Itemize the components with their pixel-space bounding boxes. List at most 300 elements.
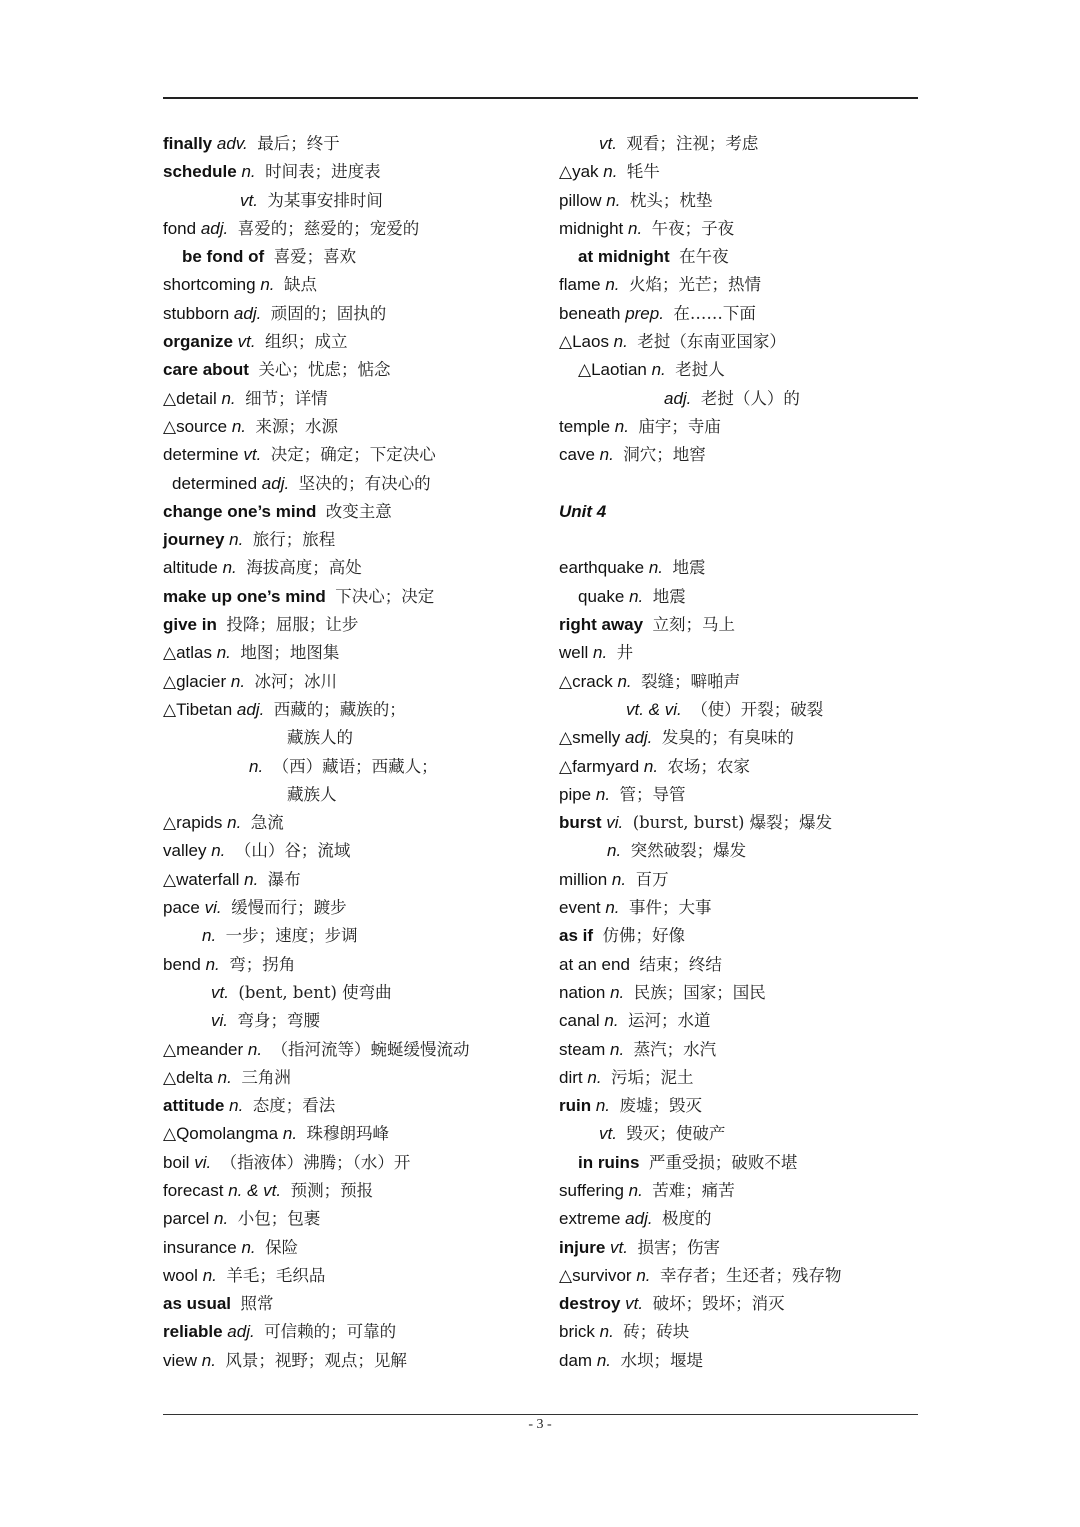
- meaning: 井: [616, 643, 634, 663]
- part-of-speech: adj.: [625, 1209, 653, 1229]
- vocab-entry: [559, 951, 919, 979]
- vocab-entry: [163, 300, 553, 328]
- part-of-speech: vt.: [243, 445, 262, 465]
- meaning: (burst, burst) 爆裂；爆发: [632, 813, 833, 833]
- vocab-entry: [163, 243, 553, 271]
- vocab-word: as if: [559, 926, 594, 946]
- meaning: 可信赖的；可靠的: [264, 1322, 397, 1342]
- unit-heading: Unit 4: [559, 501, 607, 521]
- meaning: 牦牛: [626, 162, 660, 182]
- meaning: 百万: [635, 869, 669, 889]
- vocab-word: suffering: [559, 1180, 624, 1200]
- meaning: 弯身；弯腰: [237, 1011, 320, 1031]
- vocab-word: as usual: [163, 1294, 232, 1314]
- vocab-entry: [559, 441, 919, 469]
- vocab-entry: [559, 894, 919, 922]
- part-of-speech: adv.: [216, 134, 248, 153]
- vocab-entry: [163, 1234, 553, 1262]
- part-of-speech: n.: [613, 332, 628, 352]
- vocab-entry: [163, 1120, 553, 1148]
- part-of-speech: n.: [249, 756, 264, 776]
- vocab-word: △atlas: [163, 643, 212, 663]
- part-of-speech: n.: [636, 1265, 651, 1285]
- part-of-speech: n. & vt.: [228, 1180, 282, 1200]
- vocab-word: △waterfall: [163, 869, 240, 889]
- vocab-word: △delta: [163, 1067, 213, 1087]
- meaning: 洞穴；地窖: [623, 445, 706, 465]
- vocab-entry: [163, 554, 553, 582]
- part-of-speech: n.: [603, 162, 618, 182]
- meaning: 三角洲: [241, 1067, 291, 1087]
- vocab-entry: [163, 639, 553, 667]
- vocab-entry: [163, 187, 553, 215]
- vocab-entry: [559, 554, 919, 582]
- vocab-entry: [559, 1007, 919, 1035]
- page-number: - 3 -: [528, 1417, 552, 1432]
- vocab-word: insurance: [163, 1237, 237, 1257]
- vocab-entry: [559, 753, 919, 781]
- vocab-entry: [163, 470, 553, 498]
- vocab-word: extreme: [559, 1209, 621, 1229]
- vocab-word: △rapids: [163, 813, 223, 833]
- vocab-word: △Tibetan: [163, 699, 233, 719]
- vocab-word: at an end: [559, 954, 630, 974]
- vocab-entry: [163, 328, 553, 356]
- part-of-speech: n.: [595, 1096, 611, 1116]
- meaning: （西）藏语；西藏人；: [272, 756, 438, 776]
- meaning: 观看；注视；考虑: [626, 134, 759, 153]
- vocab-word: dam: [559, 1350, 593, 1370]
- vocab-entry: [559, 328, 919, 356]
- vocab-word: altitude: [163, 558, 218, 578]
- meaning: 地震: [652, 586, 686, 606]
- part-of-speech: n.: [282, 1124, 298, 1144]
- part-of-speech: vt.: [599, 134, 617, 153]
- vocab-word: injure: [559, 1237, 606, 1257]
- part-of-speech: n.: [593, 643, 608, 663]
- vocab-entry: [559, 215, 919, 243]
- vocab-word: canal: [559, 1011, 600, 1031]
- meaning: 急流: [250, 813, 284, 833]
- vocab-entry: [559, 1120, 919, 1148]
- vocab-entry: [559, 130, 919, 158]
- meaning: 火焰；光芒；热情: [628, 275, 761, 295]
- meaning: 藏族人: [287, 784, 337, 804]
- meaning: 为某事安排时间: [267, 190, 383, 210]
- meaning: 地图；地图集: [240, 643, 340, 663]
- part-of-speech: n.: [211, 841, 226, 861]
- vocab-entry: [163, 1262, 553, 1290]
- vocab-word: cave: [559, 445, 595, 465]
- part-of-speech: n.: [628, 218, 643, 238]
- meaning: 最后；终于: [257, 134, 340, 153]
- part-of-speech: n.: [241, 162, 256, 182]
- meaning: 严重受损；破败不堪: [648, 1152, 798, 1172]
- vocab-word: stubborn: [163, 303, 230, 323]
- vocab-word: temple: [559, 416, 611, 436]
- vocab-entry: [163, 668, 553, 696]
- meaning: 污垢；泥土: [611, 1067, 694, 1087]
- vocab-entry: [559, 979, 919, 1007]
- vocab-word: change one’s mind: [163, 501, 317, 521]
- part-of-speech: n.: [217, 1067, 232, 1087]
- vocab-word: pillow: [559, 190, 602, 210]
- part-of-speech: adj.: [236, 699, 265, 719]
- vocab-entry: [559, 356, 919, 384]
- meaning: 废墟；毁灭: [619, 1096, 702, 1116]
- part-of-speech: n.: [229, 1096, 244, 1116]
- vocab-entry: [163, 1205, 553, 1233]
- vocab-word: organize: [163, 332, 233, 352]
- bottom-rule: [163, 1414, 918, 1415]
- vocab-entry: [163, 753, 553, 781]
- part-of-speech: n.: [604, 1011, 619, 1031]
- vocab-word: brick: [559, 1322, 595, 1342]
- vocab-entry: [559, 639, 919, 667]
- part-of-speech: vi.: [211, 1011, 228, 1031]
- part-of-speech: n.: [610, 982, 625, 1002]
- part-of-speech: n.: [614, 416, 629, 436]
- vocab-word: △meander: [163, 1039, 244, 1059]
- vocab-entry: [559, 385, 919, 413]
- meaning: 仿佛；好像: [602, 926, 685, 946]
- vocab-entry: [559, 922, 919, 950]
- meaning: 老挝（人）的: [700, 388, 800, 408]
- meaning: 砖；砖块: [623, 1322, 690, 1342]
- meaning: 民族；国家；国民: [633, 982, 766, 1002]
- meaning: 喜爱；喜欢: [273, 247, 357, 267]
- part-of-speech: n.: [202, 926, 217, 946]
- vocab-entry: [163, 1064, 553, 1092]
- vocab-entry: [559, 583, 919, 611]
- vocab-entry: [163, 583, 553, 611]
- meaning: （指液体）沸腾；（水）开: [220, 1152, 411, 1172]
- part-of-speech: vi.: [204, 898, 222, 918]
- vocab-word: reliable: [163, 1322, 223, 1342]
- part-of-speech: n.: [651, 360, 666, 380]
- vocab-entry: [559, 1262, 919, 1290]
- vocab-entry: [163, 922, 553, 950]
- part-of-speech: n.: [606, 190, 621, 210]
- vocab-entry: [559, 158, 919, 186]
- vocab-entry: [559, 809, 919, 837]
- meaning: 改变主意: [325, 501, 392, 521]
- vocab-word: △crack: [559, 671, 613, 691]
- vocab-entry: [163, 894, 553, 922]
- vocab-entry: [163, 271, 553, 299]
- meaning: 弯；拐角: [229, 954, 296, 974]
- meaning: 裂缝；噼啪声: [641, 671, 741, 691]
- vocab-word: △Laos: [559, 332, 609, 352]
- meaning: 珠穆朗玛峰: [306, 1124, 389, 1144]
- part-of-speech: vt.: [610, 1237, 628, 1257]
- meaning: （山）谷；流域: [234, 841, 351, 861]
- meaning: 庙宇；寺庙: [638, 416, 721, 436]
- vocab-word: finally: [163, 134, 213, 153]
- vocab-entry: [559, 1347, 919, 1375]
- vocab-entry: [559, 1234, 919, 1262]
- vocab-entry: [559, 1177, 919, 1205]
- meaning: 立刻；马上: [652, 615, 736, 635]
- vocab-entry: [559, 243, 919, 271]
- part-of-speech: n.: [222, 558, 237, 578]
- meaning: 老挝人: [675, 360, 725, 380]
- meaning: 老挝（东南亚国家）: [637, 332, 786, 352]
- part-of-speech: n.: [629, 586, 644, 606]
- vocab-word: pace: [163, 898, 200, 918]
- meaning: 地震: [672, 558, 706, 578]
- meaning: 时间表；进度表: [265, 162, 381, 182]
- meaning: 坚决的；有决心的: [298, 473, 431, 493]
- meaning: 突然破裂；爆发: [630, 841, 747, 861]
- part-of-speech: vt.: [240, 190, 258, 210]
- part-of-speech: n.: [595, 784, 611, 804]
- vocab-entry: [163, 1290, 553, 1318]
- meaning: 下决心；决定: [335, 586, 435, 606]
- meaning: 照常: [240, 1294, 274, 1314]
- part-of-speech: adj.: [261, 473, 290, 493]
- part-of-speech: adj.: [233, 303, 262, 323]
- vocab-entry: [163, 1318, 553, 1346]
- part-of-speech: n.: [596, 1350, 611, 1370]
- part-of-speech: n.: [599, 1322, 614, 1342]
- vocab-entry: [163, 356, 553, 384]
- vocab-entry: [559, 611, 919, 639]
- part-of-speech: n.: [605, 275, 620, 295]
- vocab-word: make up one’s mind: [163, 586, 326, 606]
- part-of-speech: vi.: [194, 1152, 212, 1172]
- vocab-word: well: [559, 643, 589, 663]
- meaning: 风景；视野；观点；见解: [225, 1350, 407, 1370]
- vocab-entry: [559, 271, 919, 299]
- part-of-speech: n.: [230, 671, 246, 691]
- meaning: 羊毛；毛织品: [226, 1265, 326, 1285]
- meaning: 运河；水道: [628, 1011, 711, 1031]
- meaning: (bent, bent) 使弯曲: [238, 982, 392, 1002]
- vocab-word: burst: [559, 813, 602, 833]
- part-of-speech: n.: [643, 756, 659, 776]
- vocab-entry: [559, 724, 919, 752]
- meaning: 事件；大事: [628, 898, 712, 918]
- meaning: 管；导管: [619, 784, 686, 804]
- vocab-word: parcel: [163, 1209, 210, 1229]
- part-of-speech: n.: [201, 1350, 216, 1370]
- part-of-speech: n.: [605, 898, 620, 918]
- vocab-word: quake: [578, 586, 625, 606]
- vocab-entry: [163, 837, 553, 865]
- meaning: 苦难；痛苦: [652, 1180, 735, 1200]
- meaning: 藏族人的: [287, 728, 353, 748]
- vocab-entry: [559, 696, 919, 724]
- vocab-word: beneath: [559, 303, 621, 323]
- vocab-word: million: [559, 869, 608, 889]
- vocab-word: determined: [172, 473, 258, 493]
- vocab-entry: [559, 781, 919, 809]
- meaning: （使）开裂；破裂: [691, 699, 824, 719]
- part-of-speech: n.: [214, 1209, 229, 1229]
- meaning: 极度的: [662, 1209, 712, 1229]
- vocab-entry: [559, 470, 919, 498]
- meaning: 保险: [265, 1237, 299, 1257]
- vocab-word: △yak: [559, 162, 599, 182]
- vocab-entry: [163, 1177, 553, 1205]
- vocab-word: dirt: [559, 1067, 583, 1087]
- vocab-entry: [163, 215, 553, 243]
- vocab-entry: [163, 441, 553, 469]
- meaning: 决定；确定；下定决心: [270, 445, 436, 465]
- vocab-word: determine: [163, 445, 239, 465]
- vocab-word: destroy: [559, 1294, 621, 1314]
- meaning: 预测；预报: [290, 1180, 374, 1200]
- meaning: 在……下面: [673, 303, 756, 323]
- meaning: 毁灭；使破产: [626, 1124, 726, 1144]
- meaning: 缺点: [283, 275, 317, 295]
- vocab-entry: [559, 1064, 919, 1092]
- meaning: 幸存者；生还者；残存物: [659, 1265, 842, 1285]
- vocab-entry: [163, 526, 553, 554]
- part-of-speech: vt.: [211, 982, 229, 1002]
- vocab-word: valley: [163, 841, 207, 861]
- meaning: 旅行；旅程: [252, 530, 336, 550]
- vocab-entry: [559, 1290, 919, 1318]
- meaning: 蒸汽；水汽: [633, 1039, 717, 1059]
- vocab-word: ruin: [559, 1096, 592, 1116]
- meaning: 关心；忧虑；惦念: [258, 360, 391, 380]
- part-of-speech: n.: [648, 558, 663, 578]
- vocab-word: fond: [163, 218, 197, 238]
- part-of-speech: vt.: [237, 332, 256, 352]
- meaning: 一步；速度；步调: [225, 926, 358, 946]
- meaning: 组织；成立: [265, 332, 348, 352]
- meaning: 冰河；冰川: [254, 671, 338, 691]
- part-of-speech: n.: [607, 841, 622, 861]
- vocab-word: △survivor: [559, 1265, 632, 1285]
- vocab-entry: [163, 866, 553, 894]
- part-of-speech: adj.: [624, 728, 653, 748]
- vocab-word: bend: [163, 954, 201, 974]
- meaning: 细节；详情: [245, 388, 328, 408]
- meaning: 瀑布: [267, 869, 301, 889]
- vocab-word: △source: [163, 416, 228, 436]
- part-of-speech: n.: [599, 445, 614, 465]
- vocab-entry: [163, 724, 553, 752]
- meaning: （指河流等）蜿蜒缓慢流动: [271, 1039, 470, 1059]
- vocab-entry: [163, 385, 553, 413]
- vocab-word: △smelly: [559, 728, 621, 748]
- vocab-word: forecast: [163, 1180, 224, 1200]
- meaning: 午夜；子夜: [651, 218, 735, 238]
- vocab-word: nation: [559, 982, 606, 1002]
- vocab-word: flame: [559, 275, 601, 295]
- part-of-speech: n.: [260, 275, 275, 295]
- meaning: 顽固的；固执的: [270, 303, 387, 323]
- vocab-entry: [163, 611, 553, 639]
- part-of-speech: prep.: [625, 303, 664, 323]
- vocab-entry: [559, 1205, 919, 1233]
- meaning: 在午夜: [679, 247, 729, 267]
- meaning: 结束；终结: [639, 954, 722, 974]
- meaning: 海拔高度；高处: [246, 558, 362, 578]
- part-of-speech: n.: [247, 1039, 263, 1059]
- vocab-entry: [559, 668, 919, 696]
- part-of-speech: n.: [227, 813, 242, 833]
- vocab-word: pipe: [559, 784, 592, 804]
- vocab-word: steam: [559, 1039, 606, 1059]
- vocab-word: △glacier: [163, 671, 227, 691]
- meaning: 来源；水源: [255, 416, 338, 436]
- vocab-entry: [163, 498, 553, 526]
- vocab-entry: [559, 866, 919, 894]
- vocab-entry: [559, 1318, 919, 1346]
- part-of-speech: adj.: [227, 1322, 255, 1342]
- vocab-entry: [163, 951, 553, 979]
- meaning: 破坏；毁坏；消灭: [652, 1294, 785, 1314]
- part-of-speech: n.: [241, 1237, 256, 1257]
- part-of-speech: n.: [611, 869, 627, 889]
- meaning: 缓慢而行；踱步: [231, 898, 347, 918]
- vocab-word: at midnight: [578, 247, 670, 267]
- top-rule: [163, 97, 918, 99]
- part-of-speech: vt.: [599, 1124, 617, 1144]
- meaning: 西藏的；藏族的；: [273, 699, 406, 719]
- part-of-speech: vt.: [625, 1294, 644, 1314]
- part-of-speech: n.: [610, 1039, 625, 1059]
- vocab-word: care about: [163, 360, 249, 380]
- vocab-word: boil: [163, 1152, 190, 1172]
- left-column: [163, 130, 553, 1375]
- vocab-word: view: [163, 1350, 198, 1370]
- vocab-entry: [559, 837, 919, 865]
- vocab-entry: [163, 1347, 553, 1375]
- meaning: 水坝；堰堤: [620, 1350, 703, 1370]
- right-column: [559, 130, 919, 1375]
- meaning: 态度；看法: [252, 1096, 336, 1116]
- vocab-entry: [559, 413, 919, 441]
- vocab-entry: [163, 809, 553, 837]
- vocab-entry: [163, 130, 553, 158]
- meaning: 小包；包裹: [237, 1209, 321, 1229]
- vocab-word: be fond of: [182, 247, 265, 267]
- vocab-word: journey: [163, 530, 225, 550]
- vocab-entry: [163, 1036, 553, 1064]
- part-of-speech: n.: [587, 1067, 602, 1087]
- part-of-speech: adj.: [200, 218, 229, 238]
- vocab-word: △Laotian: [578, 360, 647, 380]
- vocab-word: right away: [559, 615, 644, 635]
- part-of-speech: n.: [628, 1180, 643, 1200]
- part-of-speech: n.: [202, 1265, 217, 1285]
- meaning: 喜爱的；慈爱的；宠爱的: [237, 218, 420, 238]
- vocab-word: event: [559, 898, 601, 918]
- part-of-speech: n.: [231, 416, 247, 436]
- part-of-speech: n.: [244, 869, 259, 889]
- vocab-word: earthquake: [559, 558, 645, 578]
- vocab-word: wool: [163, 1265, 198, 1285]
- part-of-speech: n.: [221, 388, 236, 408]
- meaning: 发臭的；有臭味的: [661, 728, 794, 748]
- meaning: 枕头；枕垫: [629, 190, 713, 210]
- meaning: 投降；屈服；让步: [226, 615, 359, 635]
- vocab-entry: [163, 158, 553, 186]
- vocab-word: △detail: [163, 388, 217, 408]
- vocab-entry: [163, 979, 553, 1007]
- vocab-word: midnight: [559, 218, 624, 238]
- vocab-word: schedule: [163, 162, 237, 182]
- part-of-speech: vi.: [606, 813, 624, 833]
- vocab-entry: [559, 498, 919, 526]
- part-of-speech: adj.: [664, 388, 692, 408]
- vocab-entry: [559, 526, 919, 554]
